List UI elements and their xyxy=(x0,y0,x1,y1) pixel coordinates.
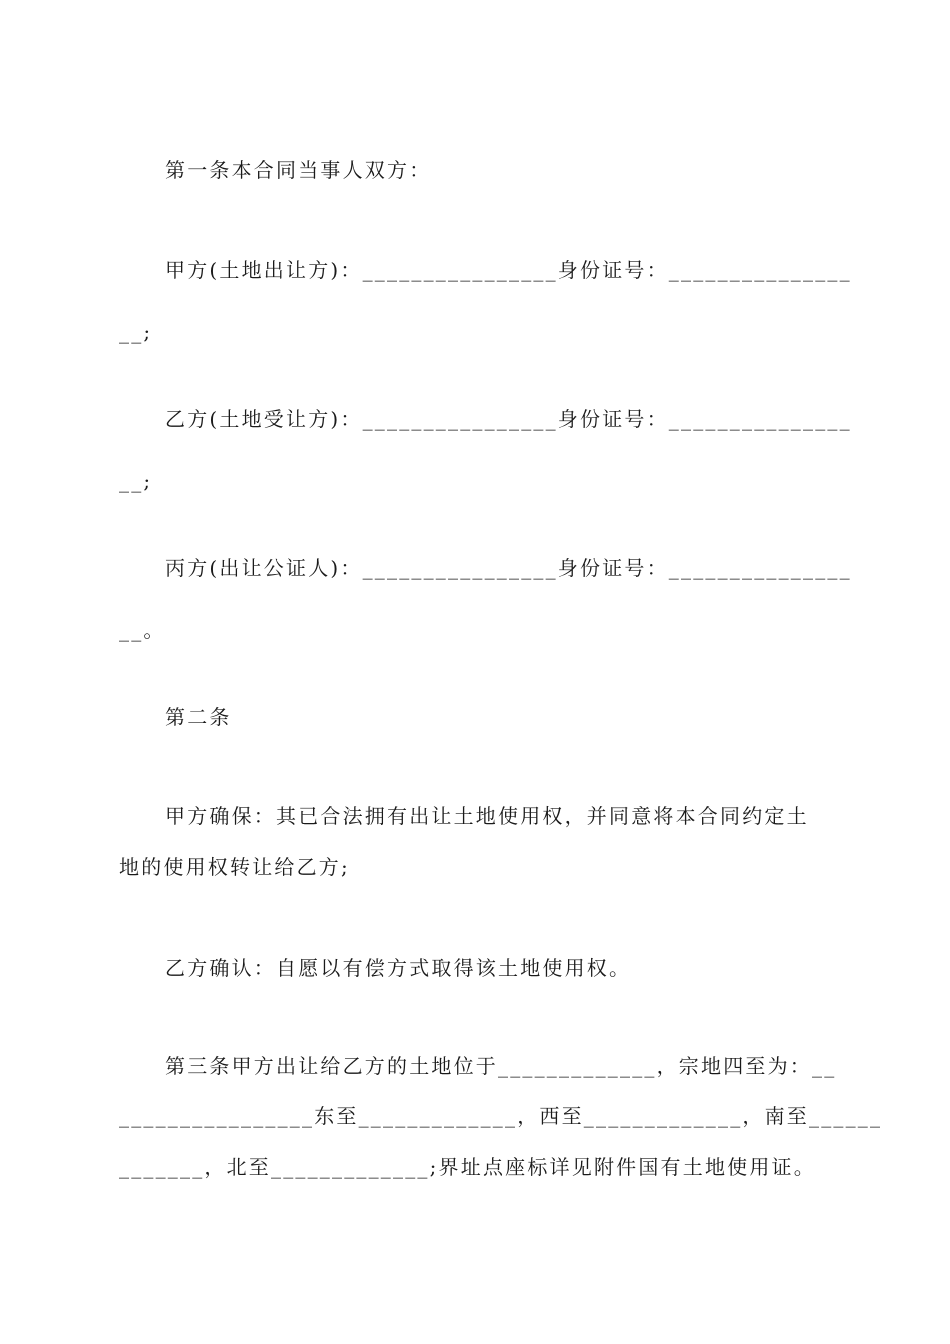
party-a-line-continued: __; xyxy=(119,320,153,344)
article-3-line-2: ________________东至_____________，西至_____________，南至______ xyxy=(119,1104,883,1128)
party-b-line: 乙方(土地受让方)：________________身份证号：_______________ xyxy=(165,407,852,431)
party-c-line-continued: __。 xyxy=(119,618,166,642)
article-2-title: 第二条 xyxy=(165,705,232,729)
article-3-line-3: _______，北至_____________;界址点座标详见附件国有土地使用证。 xyxy=(119,1155,816,1179)
clause-b-line: 乙方确认：自愿以有偿方式取得该土地使用权。 xyxy=(165,956,632,980)
party-c-line: 丙方(出让公证人)：________________身份证号：_______________ xyxy=(165,556,852,580)
article-1-title: 第一条本合同当事人双方： xyxy=(165,158,432,182)
article-3-line: 第三条甲方出让给乙方的土地位于_____________，宗地四至为：__ xyxy=(165,1054,837,1078)
clause-a-line-continued: 地的使用权转让给乙方; xyxy=(119,855,350,879)
clause-a-line: 甲方确保：其已合法拥有出让土地使用权，并同意将本合同约定土 xyxy=(165,804,809,828)
party-a-line: 甲方(土地出让方)：________________身份证号：_______________ xyxy=(165,258,852,282)
party-b-line-continued: __; xyxy=(119,469,153,493)
